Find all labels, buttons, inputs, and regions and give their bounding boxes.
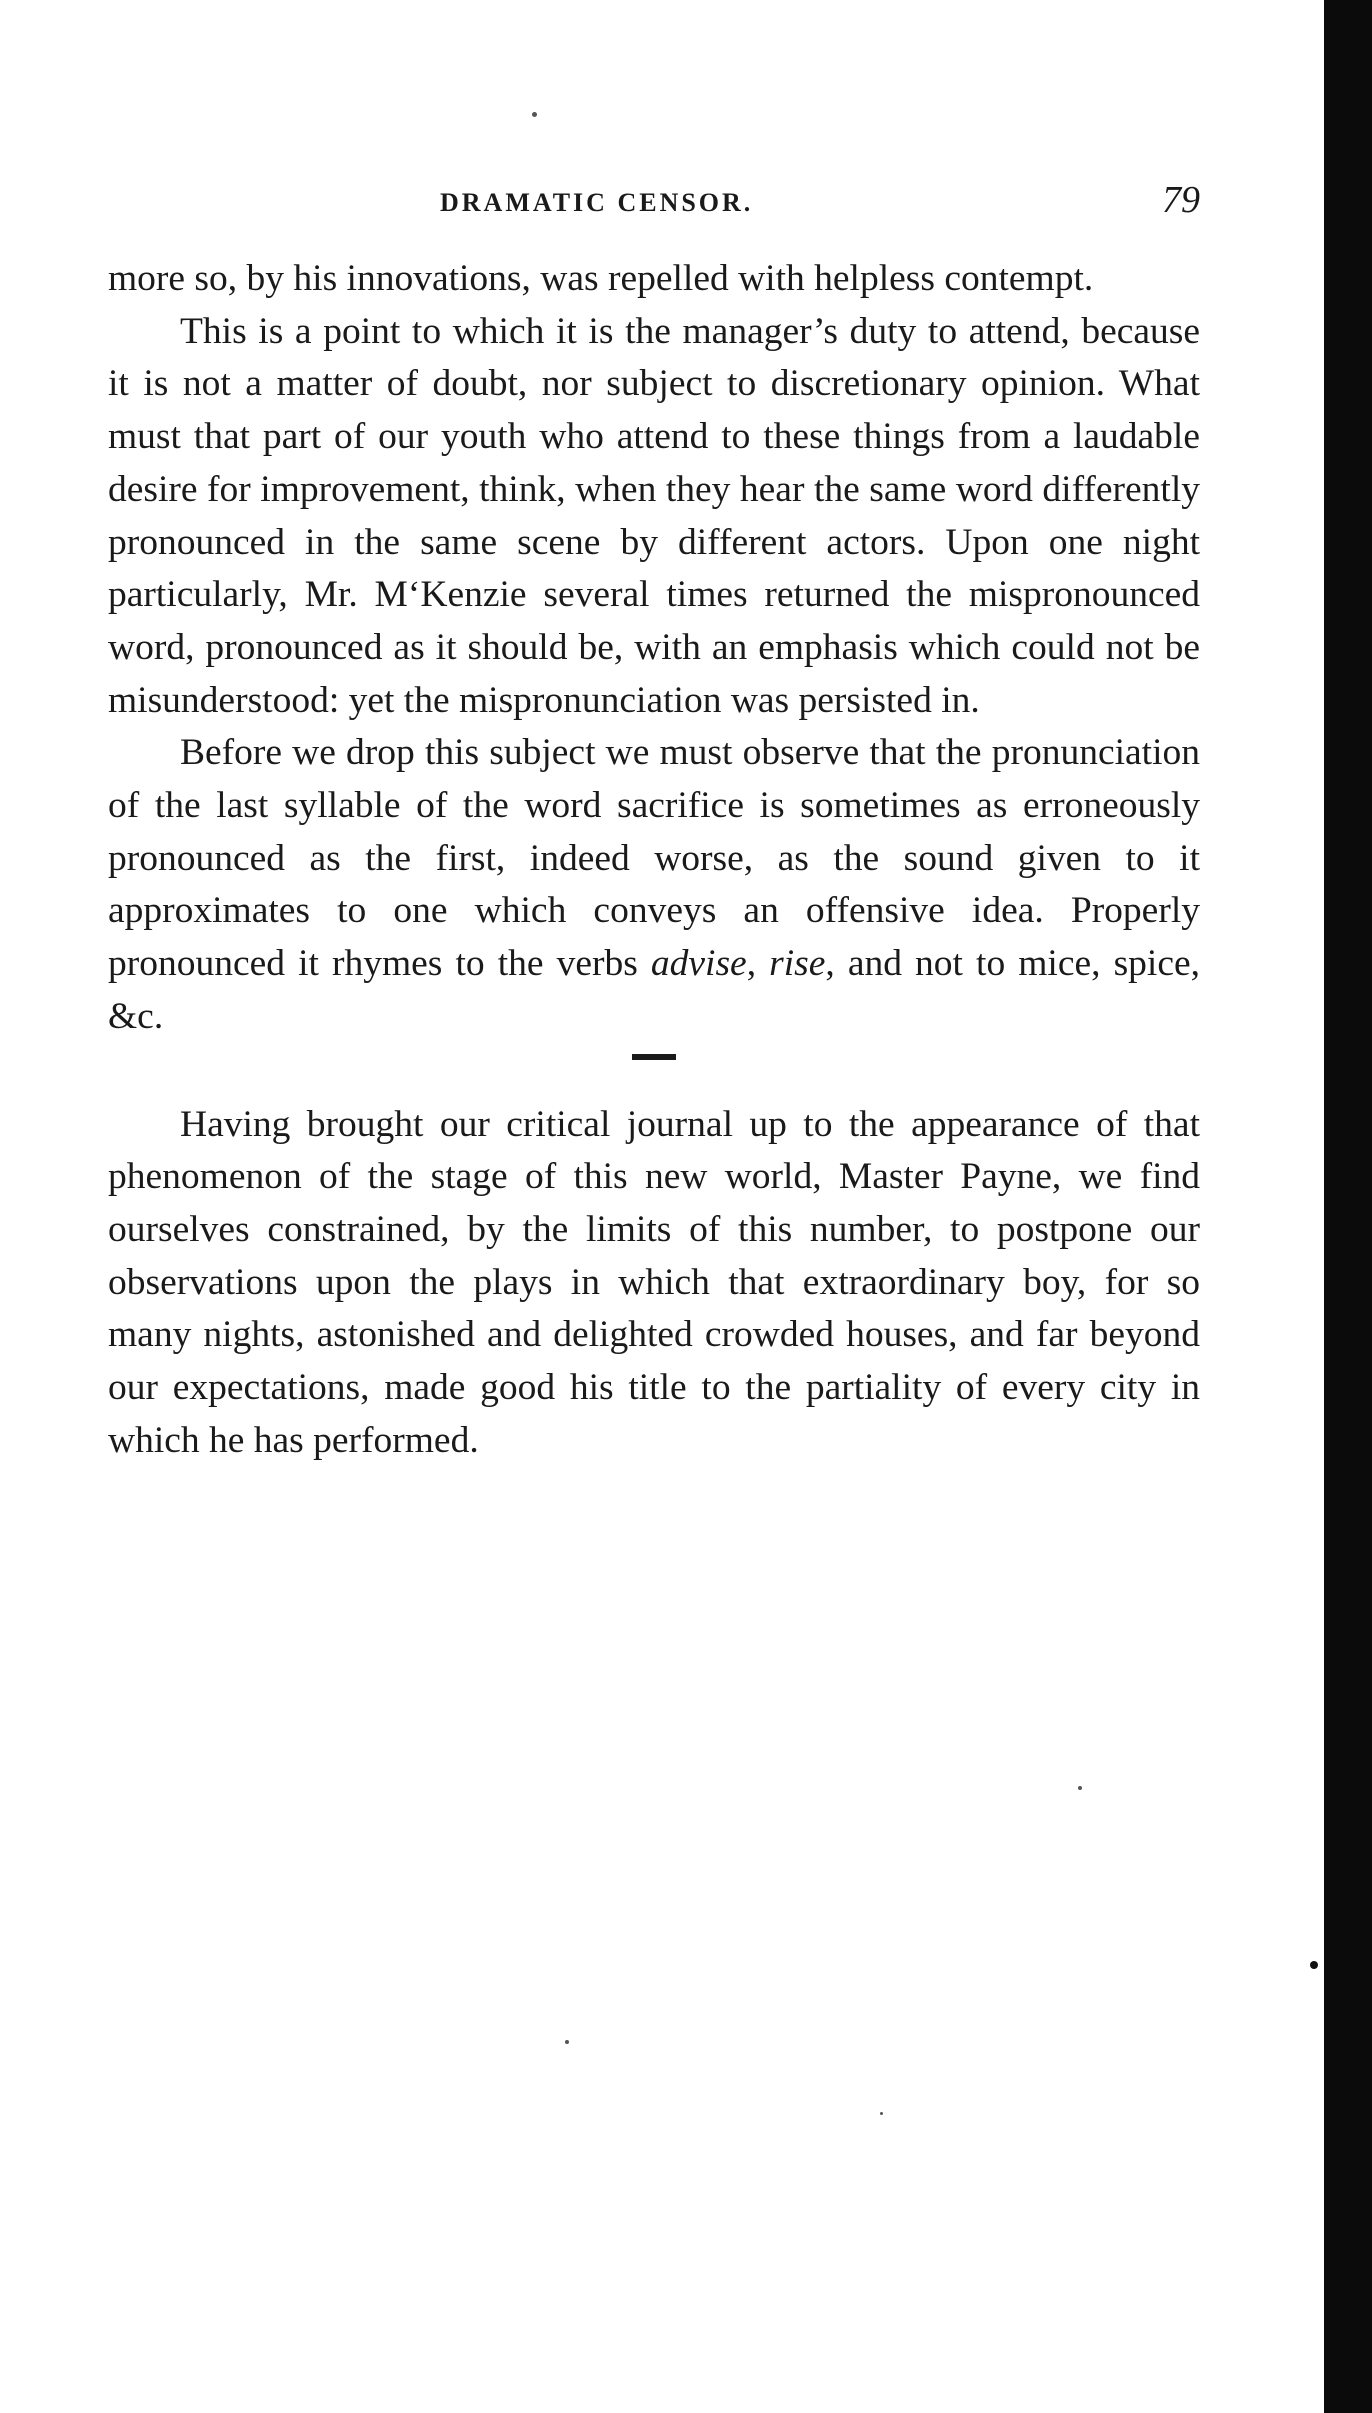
page-number: 79: [1162, 179, 1200, 221]
paper-speck: [565, 2040, 569, 2044]
italic-word-advise: advise: [650, 943, 747, 985]
sacrifice-text-before: Before we drop this subject we must observe that the pronunciation of the last syllable of the word sacrifice is sometimes as erroneously pronounced as the first, indeed worse, as the sound given to it approximates to one which conveys an offensive idea. Properly pronounced it rhymes to the verbs: [108, 732, 1200, 985]
paper-speck: [1310, 1961, 1318, 1969]
paragraph-master-payne: Having brought our critical journal up to the appearance of that phenomenon of the stage of this new world, Master Payne, we find ourselves constrained, by the limits of this number, to postpone our observations upon the plays in which that extraordinary boy, for so many nights, astonished and delighted crowded houses, and far beyond our expectations, made good his title to the partiality of every city in which he has performed.: [108, 1103, 1200, 1461]
section-divider: [632, 1054, 676, 1060]
sacrifice-text-after: , and not to mice, spice, &c.: [108, 943, 1201, 1037]
scan-edge-shadow: [1324, 0, 1372, 2413]
sacrifice-text-mid: ,: [746, 943, 770, 985]
body-text: [108, 253, 1200, 1467]
paper-speck: [880, 2112, 883, 2115]
page-header: [110, 178, 1200, 228]
paragraph-manager-duty: This is a point to which it is the manager’s duty to attend, because it is not a matter of doubt, nor subject to discretionary opinion. What must that part of our youth who attend to these things from a laudable desire for improvement, think, when they hear the same word differently pronounced in the same scene by different actors. Upon one night particularly, Mr. M‘Kenzie several times returned the mispronounced word, pronounced as it should be, with an emphasis which could not be misunderstood: yet the mispronunciation was persisted in.: [108, 310, 1200, 721]
running-head: DRAMATIC CENSOR.: [440, 188, 754, 217]
italic-word-rise: rise: [769, 943, 826, 985]
paper-speck: [1078, 1786, 1082, 1790]
paper-speck: [532, 112, 537, 117]
paragraph-sacrifice: [108, 727, 1200, 1043]
paragraph-continuation: more so, by his innovations, was repelled with helpless contempt.: [108, 258, 1094, 299]
